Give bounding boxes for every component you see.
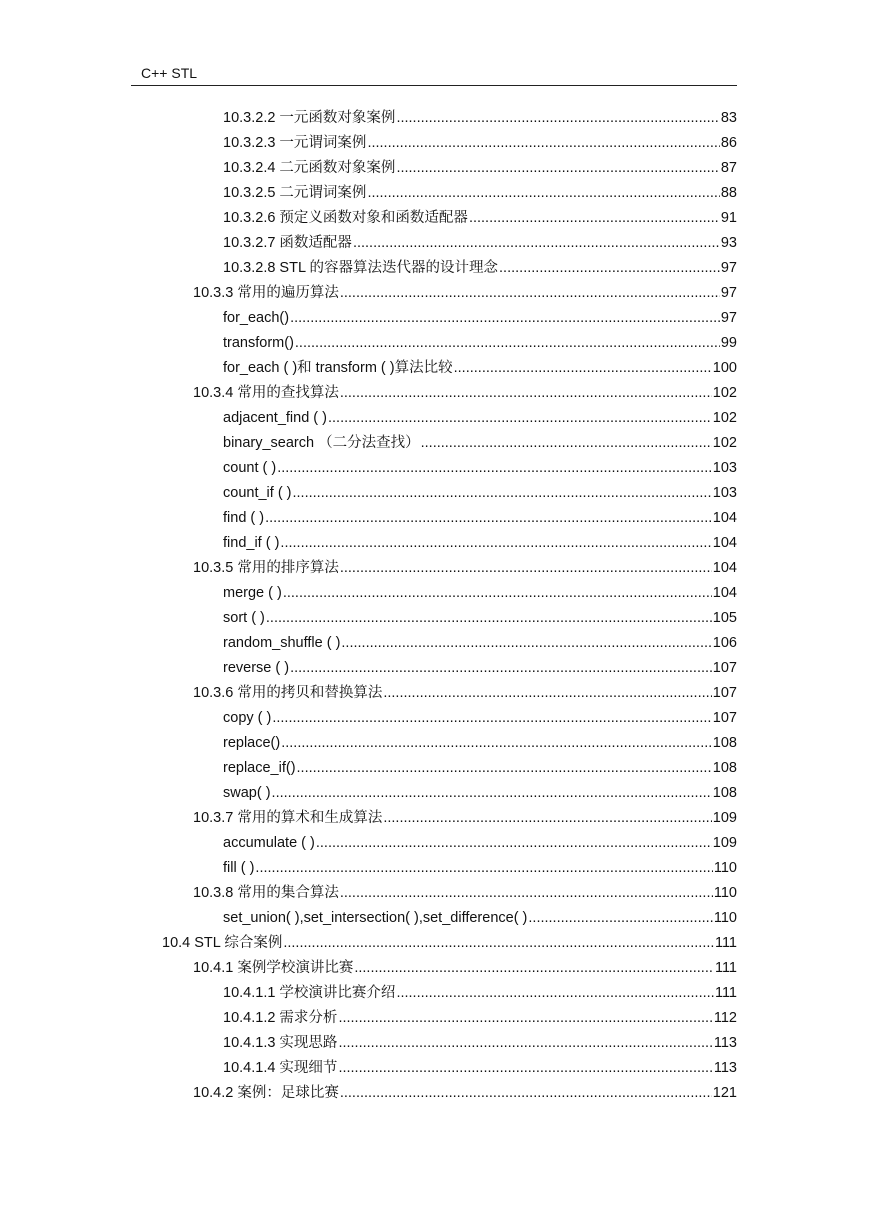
toc-entry[interactable] xyxy=(223,181,737,206)
toc-leader-dots xyxy=(338,1031,712,1056)
toc-entry-title: 10.4.1.1 学校演讲比赛介绍 xyxy=(223,985,396,1001)
toc-page-number: 103 xyxy=(712,460,737,476)
toc-leader-dots xyxy=(272,706,711,731)
header-title: C++ STL xyxy=(141,65,198,81)
toc-entry[interactable] xyxy=(193,681,737,706)
toc-entry[interactable] xyxy=(193,1081,737,1106)
toc-leader-dots xyxy=(528,906,712,931)
toc-page-number: 87 xyxy=(720,160,737,176)
toc-entry[interactable] xyxy=(223,981,737,1006)
toc-entry-title: 10.3.2.6 预定义函数对象和函数适配器 xyxy=(223,210,468,226)
toc-entry[interactable] xyxy=(223,406,737,431)
toc-leader-dots xyxy=(383,681,711,706)
toc-leader-dots xyxy=(272,781,712,806)
toc-page-number: 108 xyxy=(712,735,737,751)
toc-leader-dots xyxy=(316,831,712,856)
toc-leader-dots xyxy=(454,356,712,381)
toc-entry-title: 10.4.1.3 实现思路 xyxy=(223,1035,338,1051)
toc-page-number: 91 xyxy=(720,210,737,226)
toc-entry-title: for_each() xyxy=(223,310,290,326)
toc-entry-title: copy ( ) xyxy=(223,710,272,726)
toc-entry[interactable] xyxy=(223,856,737,881)
toc-page-number: 99 xyxy=(720,335,737,351)
toc-entry[interactable] xyxy=(193,806,737,831)
toc-entry-title: replace() xyxy=(223,735,281,751)
toc-leader-dots xyxy=(340,556,712,581)
toc-leader-dots xyxy=(499,256,720,281)
toc-entry[interactable] xyxy=(223,331,737,356)
toc-leader-dots xyxy=(328,406,712,431)
toc-entry[interactable] xyxy=(223,631,737,656)
toc-page-number: 107 xyxy=(712,710,737,726)
toc-page-number: 110 xyxy=(713,885,737,901)
toc-page-number: 111 xyxy=(714,985,737,1001)
toc-entry-title: accumulate ( ) xyxy=(223,835,315,851)
toc-entry-title: 10.4.1 案例学校演讲比赛 xyxy=(193,960,354,976)
toc-page-number: 107 xyxy=(712,685,737,701)
toc-leader-dots xyxy=(293,481,712,506)
toc-entry[interactable] xyxy=(223,481,737,506)
toc-entry-title: random_shuffle ( ) xyxy=(223,635,341,651)
toc-entry-title: 10.3.2.2 一元函数对象案例 xyxy=(223,110,396,126)
toc-entry[interactable] xyxy=(193,281,737,306)
toc-page-number: 111 xyxy=(714,935,737,951)
toc-page-number: 105 xyxy=(712,610,737,626)
toc-leader-dots xyxy=(353,231,720,256)
page-header xyxy=(131,63,737,86)
toc-entry[interactable] xyxy=(223,106,737,131)
toc-entry[interactable] xyxy=(223,731,737,756)
toc-leader-dots xyxy=(338,1056,712,1081)
toc-page-number: 88 xyxy=(720,185,737,201)
toc-entry-title: 10.3.2.7 函数适配器 xyxy=(223,235,352,251)
toc-entry[interactable] xyxy=(193,881,737,906)
toc-leader-dots xyxy=(277,456,712,481)
toc-page-number: 104 xyxy=(712,510,737,526)
toc-leader-dots xyxy=(396,981,714,1006)
toc-page-number: 104 xyxy=(712,535,737,551)
toc-leader-dots xyxy=(367,181,719,206)
toc-entry-title: 10.3.7 常用的算术和生成算法 xyxy=(193,810,383,826)
toc-leader-dots xyxy=(338,1006,712,1031)
toc-leader-dots xyxy=(255,856,712,881)
toc-entry-title: 10.4.1.4 实现细节 xyxy=(223,1060,338,1076)
toc-entry-title: merge ( ) xyxy=(223,585,282,601)
toc-page-number: 113 xyxy=(713,1060,737,1076)
toc-entry-title: sort ( ) xyxy=(223,610,265,626)
toc-page-number: 102 xyxy=(712,435,737,451)
toc-leader-dots xyxy=(341,631,711,656)
toc-leader-dots xyxy=(266,606,712,631)
toc-entry-title: transform() xyxy=(223,335,294,351)
toc-page-number: 110 xyxy=(713,860,737,876)
toc-entry[interactable] xyxy=(223,606,737,631)
toc-entry[interactable] xyxy=(223,906,737,931)
toc-entry-title: 10.3.2.8 STL 的容器算法迭代器的设计理念 xyxy=(223,260,499,276)
toc-page-number: 109 xyxy=(712,835,737,851)
toc-page-number: 104 xyxy=(712,585,737,601)
toc-leader-dots xyxy=(354,956,714,981)
toc-entry-title: reverse ( ) xyxy=(223,660,290,676)
toc-entry-title: binary_search （二分法查找） xyxy=(223,435,420,451)
toc-entry-title: 10.4.1.2 需求分析 xyxy=(223,1010,338,1026)
toc-entry[interactable] xyxy=(223,506,737,531)
toc-entry[interactable] xyxy=(223,356,737,381)
toc-entry-title: find_if ( ) xyxy=(223,535,280,551)
toc-entry-title: 10.3.2.4 二元函数对象案例 xyxy=(223,160,396,176)
toc-entry[interactable] xyxy=(223,306,737,331)
toc-leader-dots xyxy=(265,506,712,531)
toc-entry[interactable] xyxy=(162,931,737,956)
toc-entry[interactable] xyxy=(223,781,737,806)
toc-entry-title: 10.4.2 案例：足球比赛 xyxy=(193,1085,339,1101)
toc-page-number: 103 xyxy=(712,485,737,501)
toc-entry-title: 10.3.6 常用的拷贝和替换算法 xyxy=(193,685,383,701)
toc-page-number: 93 xyxy=(720,235,737,251)
toc-entry[interactable] xyxy=(223,1056,737,1081)
toc-page-number: 97 xyxy=(720,285,737,301)
toc-entry[interactable] xyxy=(223,256,737,281)
toc-leader-dots xyxy=(290,656,712,681)
toc-entry[interactable] xyxy=(223,1006,737,1031)
toc-entry[interactable] xyxy=(223,756,737,781)
toc-leader-dots xyxy=(340,281,720,306)
toc-leader-dots xyxy=(421,431,712,456)
toc-entry[interactable] xyxy=(223,456,737,481)
toc-leader-dots xyxy=(469,206,720,231)
toc-entry-title: 10.3.3 常用的遍历算法 xyxy=(193,285,339,301)
toc-page-number: 97 xyxy=(720,310,737,326)
toc-entry-title: 10.4 STL 综合案例 xyxy=(162,935,283,951)
toc-page-number: 100 xyxy=(712,360,737,376)
toc-entry-title: 10.3.5 常用的排序算法 xyxy=(193,560,339,576)
toc-page-number: 102 xyxy=(712,385,737,401)
toc-page-number: 102 xyxy=(712,410,737,426)
toc-entry-title: find ( ) xyxy=(223,510,265,526)
toc-page-number: 109 xyxy=(712,810,737,826)
toc-leader-dots xyxy=(283,931,714,956)
toc-leader-dots xyxy=(295,331,720,356)
toc-leader-dots xyxy=(340,881,713,906)
toc-entry[interactable] xyxy=(223,1031,737,1056)
toc-page-number: 121 xyxy=(712,1085,737,1101)
toc-leader-dots xyxy=(396,106,719,131)
toc-page-number: 112 xyxy=(713,1010,737,1026)
toc-entry[interactable] xyxy=(223,831,737,856)
toc-leader-dots xyxy=(396,156,719,181)
toc-entry-title: 10.3.8 常用的集合算法 xyxy=(193,885,339,901)
toc-entry[interactable] xyxy=(223,531,737,556)
toc-entry-title: adjacent_find ( ) xyxy=(223,410,327,426)
toc-entry-title: set_union( ),set_intersection( ),set_difference( ) xyxy=(223,910,528,926)
toc-entry-title: fill ( ) xyxy=(223,860,255,876)
toc-entry[interactable] xyxy=(193,381,737,406)
toc-entry[interactable] xyxy=(223,431,737,456)
toc-page-number: 83 xyxy=(720,110,737,126)
toc-leader-dots xyxy=(297,756,712,781)
toc-entry-title: replace_if() xyxy=(223,760,296,776)
toc-entry-title: count_if ( ) xyxy=(223,485,292,501)
toc-page-number: 97 xyxy=(720,260,737,276)
toc-leader-dots xyxy=(383,806,711,831)
toc-page-number: 111 xyxy=(714,960,737,976)
toc-leader-dots xyxy=(367,131,719,156)
toc-leader-dots xyxy=(290,306,720,331)
toc-entry[interactable] xyxy=(223,231,737,256)
toc-entry-title: 10.3.2.3 一元谓词案例 xyxy=(223,135,367,151)
toc-leader-dots xyxy=(280,531,711,556)
toc-page-number: 113 xyxy=(713,1035,737,1051)
toc-leader-dots xyxy=(281,731,712,756)
toc-entry-title: for_each ( )和 transform ( )算法比较 xyxy=(223,360,453,376)
toc-leader-dots xyxy=(283,581,712,606)
toc-page-number: 107 xyxy=(712,660,737,676)
toc-page-number: 108 xyxy=(712,785,737,801)
toc-entry-title: swap( ) xyxy=(223,785,271,801)
toc-entry[interactable] xyxy=(223,156,737,181)
toc-entry[interactable] xyxy=(223,581,737,606)
toc-entry-title: count ( ) xyxy=(223,460,277,476)
toc-entry-title: 10.3.4 常用的查找算法 xyxy=(193,385,339,401)
toc-entry[interactable] xyxy=(193,556,737,581)
toc-leader-dots xyxy=(340,381,712,406)
toc-entry-title: 10.3.2.5 二元谓词案例 xyxy=(223,185,367,201)
toc-entry[interactable] xyxy=(223,131,737,156)
toc-page-number: 106 xyxy=(712,635,737,651)
toc-entry[interactable] xyxy=(193,956,737,981)
toc-entry[interactable] xyxy=(223,656,737,681)
toc-leader-dots xyxy=(340,1081,712,1106)
toc-page-number: 108 xyxy=(712,760,737,776)
toc-entry[interactable] xyxy=(223,206,737,231)
toc-page-number: 86 xyxy=(720,135,737,151)
toc-page-number: 110 xyxy=(713,910,737,926)
toc-entry[interactable] xyxy=(223,706,737,731)
toc-page-number: 104 xyxy=(712,560,737,576)
